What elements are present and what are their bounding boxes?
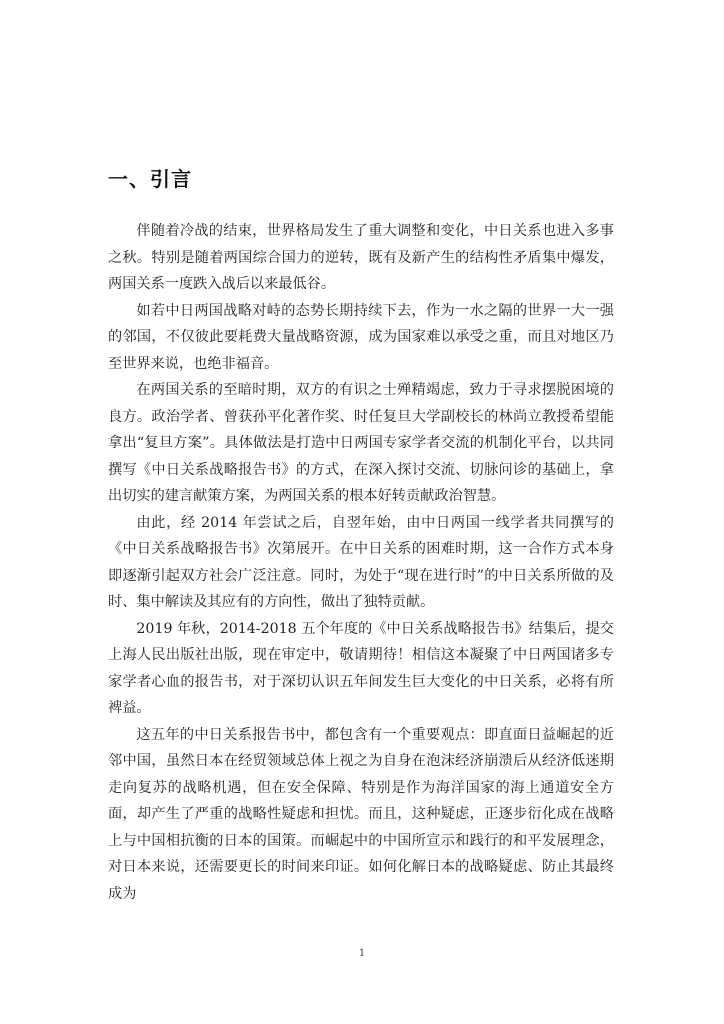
paragraph: 如若中日两国战略对峙的态势长期持续下去，作为一水之隔的世界一大一强的邻国，不仅彼此要耗费大量战略资源，成为国家难以承受之重，而且对地区乃至世界来说，也绝非福音。 — [108, 302, 614, 372]
paragraph: 伴随着冷战的结束，世界格局发生了重大调整和变化，中日关系也进入多事之秋。特别是随着两国综合国力的逆转，既有及新产生的结构性矛盾集中爆发，两国关系一度跌入战后以来最低谷。 — [108, 223, 614, 292]
paragraph: 2019 年秋，2014-2018 五个年度的《中日关系战略报告书》结集后，提交上海人民出版社出版，现在审定中，敬请期待！相信这本凝聚了中日两国诸多专家学者心血的报告书，对于深切认识五年间发生巨大变化的中日关系，必将有所裨益。 — [108, 620, 614, 716]
paragraph: 在两国关系的至暗时期，双方的有识之士殚精竭虑，致力于寻求摆脱困境的良方。政治学者、曾获孙平化著作奖、时任复旦大学副校长的林尚立教授希望能拿出“复旦方案”。具体做法是打造中日两国专家学者交流的机制化平台，以共同撰写《中日关系战略报告书》的方式，在深入探讨交流、切脉问诊的基础上，拿出切实的建言献策方案，为两国关系的根本好转贡献政治智慧。 — [108, 382, 614, 504]
page-number: 1 — [358, 948, 366, 959]
body-text — [108, 218, 614, 907]
paragraph: 由此，经 2014 年尝试之后，自翌年始，由中日两国一线学者共同撰写的《中日关系战略报告书》次第展开。在中日关系的困难时期，这一合作方式本身即逐渐引起双方社会广泛注意。同时，为处于“现在进行时”的中日关系所做的及时、集中解读及其应有的方向性，做出了独特贡献。 — [108, 514, 614, 610]
paragraph: 这五年的中日关系报告书中，都包含有一个重要观点：即直面日益崛起的近邻中国，虽然日本在经贸领域总体上视之为自身在泡沫经济崩溃后从经济低迷期走向复苏的战略机遇，但在安全保障、特别是作为海洋国家的海上通道安全方面，却产生了严重的战略性疑虑和担忧。而且，这种疑虑，正逐步衍化成在战略上与中国相抗衡的日本的国策。而崛起中的中国所宣示和践行的和平发展理念，对日本来说，还需要更长的时间来印证。如何化解日本的战略疑虑、防止其最终成为 — [108, 726, 614, 902]
section-heading: 一、引言 — [108, 167, 192, 191]
